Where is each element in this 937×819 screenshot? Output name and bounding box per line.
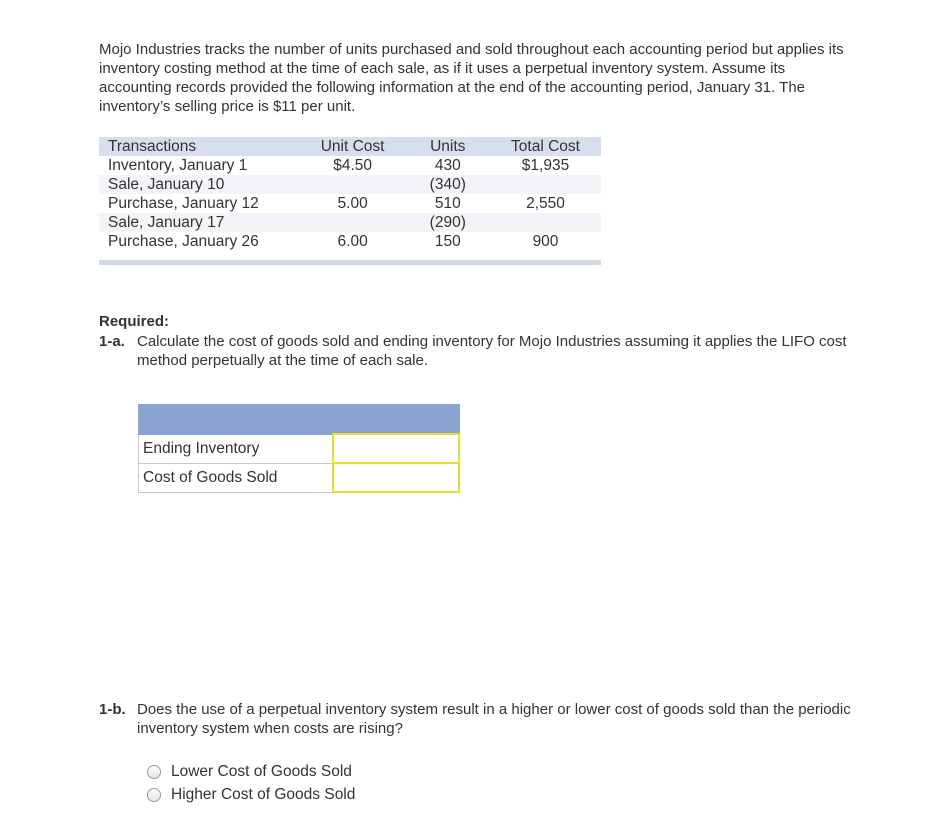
row-units: 150 [434,233,461,250]
row-total-cost [490,213,601,232]
row-unit-cost [300,213,406,232]
answer-row-ending-inventory [139,434,460,463]
header-transactions: Transactions [108,138,197,155]
row-units: 510 [434,195,461,212]
option-label: Higher Cost of Goods Sold [171,785,356,803]
answer-row-cogs [139,463,460,492]
header-units: Units [430,138,466,155]
row-label: Sale, January 10 [108,176,225,193]
radio-button[interactable] [147,765,161,779]
row-units: 430 [434,157,461,174]
row-label: Purchase, January 12 [108,195,259,212]
answer-table-header [139,405,460,435]
question-number: 1-a. [99,333,125,350]
row-total-cost: 900 [532,233,559,250]
problem-intro: Mojo Industries tracks the number of units purchased and sold throughout each accounting period but applies its inventory costing method at the time of each sale, as if it uses a perpetual inventory system. Assume its accounting records provided the following information at the end of the accounting period, January 31. The inventory’s selling price is $11 per unit. [99,41,844,115]
radio-button[interactable] [147,788,161,802]
option-label: Lower Cost of Goods Sold [171,762,352,780]
question-text: Calculate the cost of goods sold and ending inventory for Mojo Industries assuming it applies the LIFO cost method perpetually at the time of each sale. [137,333,847,369]
row-unit-cost: $4.50 [333,157,373,174]
answer-table [138,404,460,493]
cogs-cell[interactable] [333,463,459,492]
table-row [99,175,601,194]
row-total-cost: $1,935 [521,157,570,174]
table-row [99,156,601,175]
required-heading: Required: [99,313,170,330]
ending-inventory-label: Ending Inventory [139,434,334,463]
question-text: Does the use of a perpetual inventory system result in a higher or lower cost of goods sold than the periodic inventory system when costs are rising? [137,701,851,737]
header-total-cost: Total Cost [511,138,580,155]
transactions-header-row [99,137,601,156]
row-label: Purchase, January 26 [108,233,259,250]
question-1a [99,332,877,370]
table-bottom-divider [99,260,601,265]
question-1b [99,700,877,738]
row-unit-cost: 5.00 [337,195,368,212]
option-lower-cogs[interactable] [147,760,355,783]
row-units: (290) [429,214,466,231]
row-units: (340) [429,176,466,193]
header-unit-cost: Unit Cost [320,138,385,155]
cogs-input[interactable] [334,466,458,490]
answer-options [147,760,355,806]
row-label: Sale, January 17 [108,214,225,231]
row-unit-cost [300,175,406,194]
table-row [99,213,601,232]
option-higher-cogs[interactable] [147,783,355,806]
question-number: 1-b. [99,701,126,718]
answer-header-cell [139,405,460,435]
table-row [99,232,601,254]
row-label: Inventory, January 1 [108,157,248,174]
cogs-label: Cost of Goods Sold [139,463,334,492]
row-unit-cost: 6.00 [337,233,368,250]
ending-inventory-cell[interactable] [333,434,459,463]
ending-inventory-input[interactable] [334,437,458,461]
transactions-table [99,137,601,254]
table-row [99,194,601,213]
row-total-cost [490,175,601,194]
row-total-cost: 2,550 [526,195,565,212]
